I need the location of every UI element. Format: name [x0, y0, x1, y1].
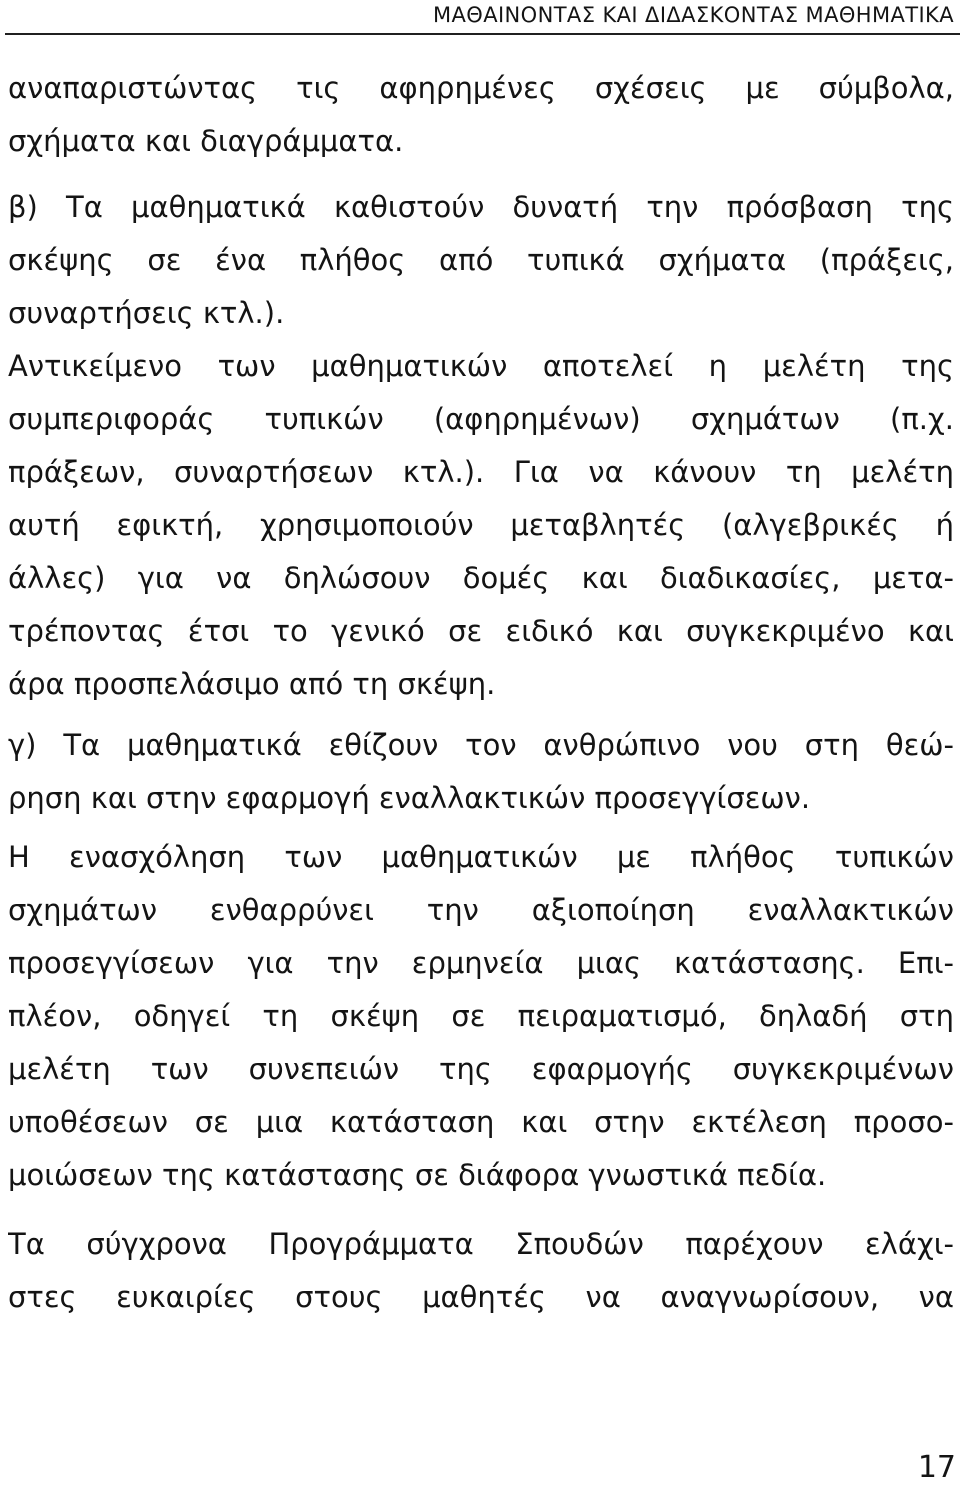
page-number: 17 [917, 1450, 956, 1485]
text-line: μοιώσεων της κατάστασης σε διάφορα γνωστικά πεδία. [8, 1158, 827, 1192]
text-line: πλέον, οδηγεί τη σκέψη σε πειραματισμό, δηλαδή στη [8, 999, 954, 1033]
text-line: συμπεριφοράς τυπικών (αφηρημένων) σχημάτων (π.χ. [8, 402, 954, 436]
paragraph [8, 719, 954, 825]
text-line: τρέποντας έτσι το γενικό σε ειδικό και συγκεκριμένο και [8, 614, 954, 648]
text-line: ρηση και στην εφαρμογή εναλλακτικών προσεγγίσεων. [8, 781, 811, 815]
text-line: γ) Τα μαθηματικά εθίζουν τον ανθρώπινο νου στη θεώ- [8, 728, 954, 762]
text-line: Τα σύγχρονα Προγράμματα Σπουδών παρέχουν ελάχι- [8, 1227, 954, 1261]
text-line: μελέτη των συνεπειών της εφαρμογής συγκεκριμένων [8, 1052, 954, 1086]
text-line: υποθέσεων σε μια κατάσταση και στην εκτέλεση προσο- [8, 1105, 954, 1139]
running-header: ΜΑΘΑΙΝΟΝΤΑΣ ΚΑΙ ΔΙΔΑΣΚΟΝΤΑΣ ΜΑΘΗΜΑΤΙΚΑ [432, 3, 954, 27]
paragraph [8, 62, 954, 168]
text-line: Η ενασχόληση των μαθηματικών με πλήθος τυπικών [8, 840, 954, 874]
text-line: συναρτήσεις κτλ.). [8, 296, 285, 330]
paragraph [8, 831, 954, 1202]
text-line: άλλες) για να δηλώσουν δομές και διαδικασίες, μετα- [8, 561, 954, 595]
body-text [8, 62, 954, 1324]
text-line: σκέψης σε ένα πλήθος από τυπικά σχήματα (πράξεις, [8, 243, 954, 277]
paragraph [8, 181, 954, 711]
text-line: σχημάτων ενθαρρύνει την αξιοποίηση εναλλακτικών [8, 893, 954, 927]
text-line: προσεγγίσεων για την ερμηνεία μιας κατάστασης. Επι- [8, 946, 954, 980]
text-line: στες ευκαιρίες στους μαθητές να αναγνωρίσουν, να [8, 1280, 954, 1314]
text-line: αυτή εφικτή, χρησιμοποιούν μεταβλητές (αλγεβρικές ή [8, 508, 954, 542]
text-line: Αντικείμενο των μαθηματικών αποτελεί η μελέτη της [8, 349, 954, 383]
paragraph [8, 1218, 954, 1324]
header-rule [5, 33, 960, 35]
text-line: άρα προσπελάσιμο από τη σκέψη. [8, 667, 496, 701]
text-line: β) Τα μαθηματικά καθιστούν δυνατή την πρόσβαση της [8, 190, 954, 224]
text-line: πράξεων, συναρτήσεων κτλ.). Για να κάνουν τη μελέτη [8, 455, 954, 489]
text-line: σχήματα και διαγράμματα. [8, 124, 404, 158]
text-line: αναπαριστώντας τις αφηρημένες σχέσεις με σύμβολα, [8, 71, 954, 105]
